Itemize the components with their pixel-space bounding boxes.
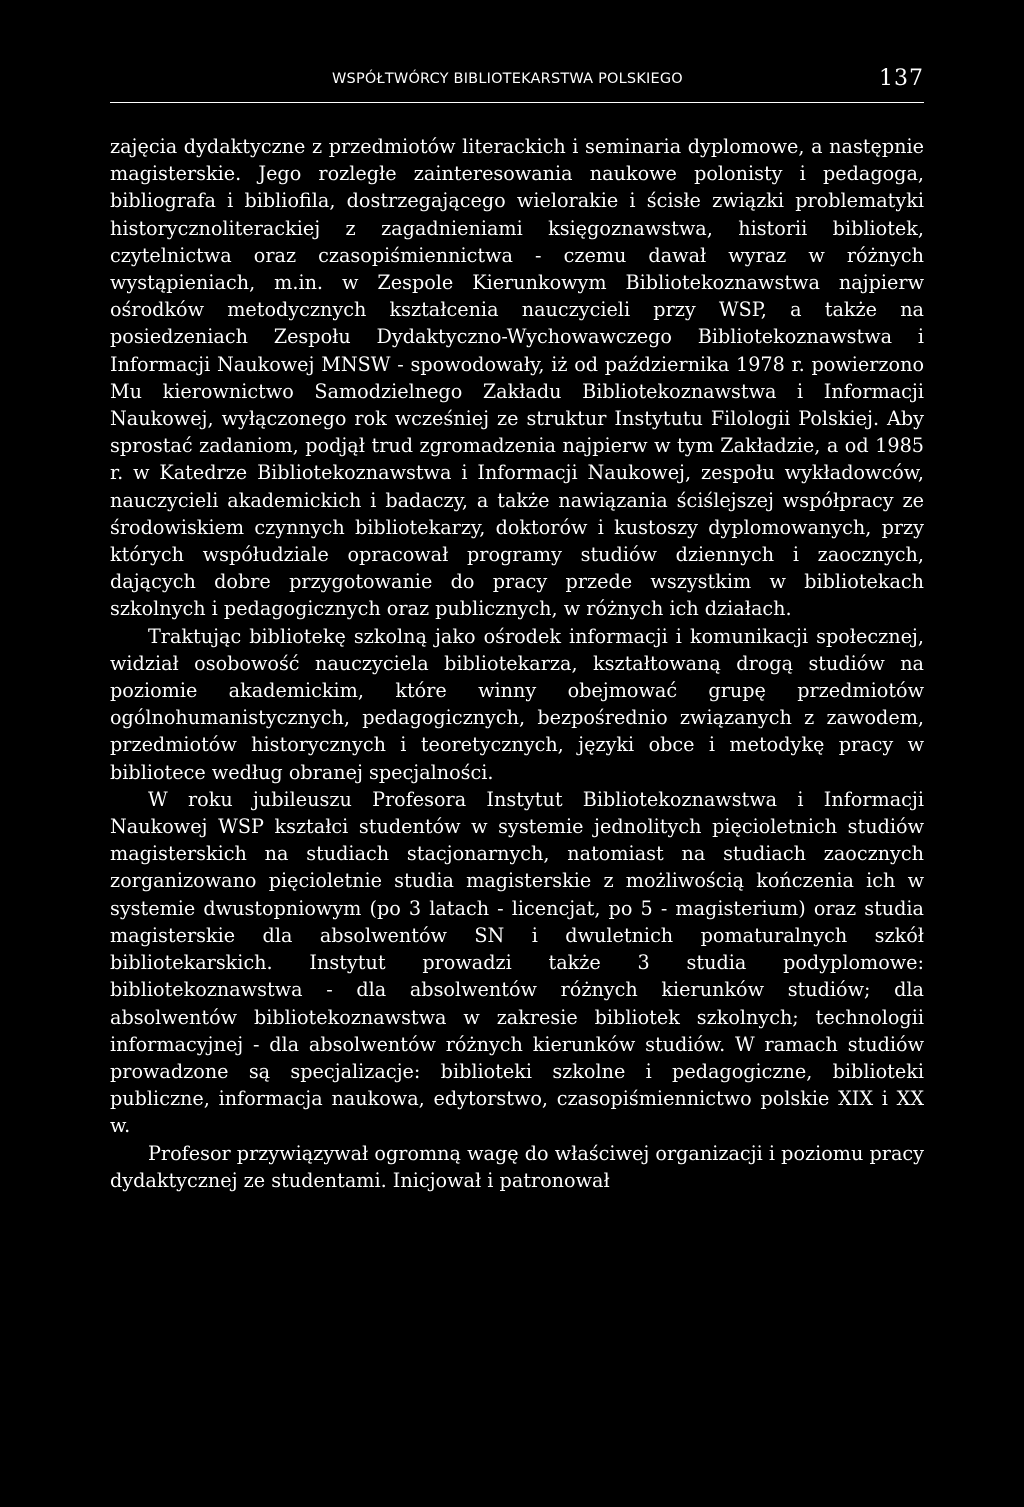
paragraph: Traktując bibliotekę szkolną jako ośrodek informacji i komunikacji społecznej, widział osobowość nauczyciela bibliotekarza, kształtowaną drogą studiów na poziomie akademickim, które winny obejmować grupę przedmiotów ogólnohumanistycznych, pedagogicznych, bezpośrednio związanych z zawodem, przedmiotów historycznych i teoretycznych, języki obce i metodykę pracy w bibliotece według obranej specjalności. — [110, 624, 924, 784]
body-text — [110, 133, 924, 1194]
running-header — [110, 62, 924, 103]
page-number: 137 — [879, 66, 924, 91]
paragraph: W roku jubileuszu Profesora Instytut Bibliotekoznawstwa i Informacji Naukowej WSP kształci studentów w systemie jednolitych pięcioletnich studiów magisterskich na studiach stacjonarnych, natomiast na studiach zaocznych zorganizowano pięcioletnie studia magisterskie z możliwością kończenia ich w systemie dwustopniowym (po 3 latach - licencjat, po 5 - magisterium) oraz studia magisterskie dla absolwentów SN i dwuletnich pomaturalnych szkół bibliotekarskich. Instytut prowadzi także 3 studia podyplomowe: bibliotekoznawstwa - dla absolwentów różnych kierunków studiów; dla absolwentów bibliotekoznawstwa w zakresie bibliotek szkolnych; technologii informacyjnej - dla absolwentów różnych kierunków studiów. W ramach studiów prowadzone są specjalizacje: biblioteki szkolne i pedagogiczne, biblioteki publiczne, informacja naukowa, edytorstwo, czasopiśmiennictwo polskie XIX i XX w. — [110, 787, 924, 1138]
running-title: WSPÓŁTWÓRCY BIBLIOTEKARSTWA POLSKIEGO — [332, 71, 683, 87]
paragraph-continuation: zajęcia dydaktyczne z przedmiotów literackich i seminaria dyplomowe, a następnie magisterskie. Jego rozległe zainteresowania naukowe polonisty i pedagoga, bibliografa i bibliofila, dostrzegającego wielorakie i ścisłe związki problematyki historycznoliterackiej z zagadnieniami księgoznawstwa, historii bibliotek, czytelnictwa oraz czasopiśmiennictwa - czemu dawał wyraz w różnych wystąpieniach, m.in. w Zespole Kierunkowym Bibliotekoznawstwa najpierw ośrodków metodycznych kształcenia nauczycieli przy WSP, a także na posiedzeniach Zespołu Dydaktyczno-Wychowawczego Bibliotekoznawstwa i Informacji Naukowej MNSW - spowodowały, iż od października 1978 r. powierzono Mu kierownictwo Samodzielnego Zakładu Bibliotekoznawstwa i Informacji Naukowej, wyłączonego rok wcześniej ze struktur Instytutu Filologii Polskiej. Aby sprostać zadaniom, podjął trud zgromadzenia najpierw w tym Zakładzie, a od 1985 r. w Katedrze Bibliotekoznawstwa i Informacji Naukowej, zespołu wykładowców, nauczycieli akademickich i badaczy, a także nawiązania ściślejszej współpracy ze środowiskiem czynnych bibliotekarzy, doktorów i kustoszy dyplomowanych, przy których współudziale opracował programy studiów dziennych i zaocznych, dających dobre przygotowanie do pracy przede wszystkim w bibliotekach szkolnych i pedagogicznych oraz publicznych, w różnych ich działach. — [110, 135, 924, 621]
paragraph: Profesor przywiązywał ogromną wagę do właściwej organizacji i poziomu pracy dydaktycznej ze studentami. Inicjował i patronował — [110, 1141, 924, 1192]
